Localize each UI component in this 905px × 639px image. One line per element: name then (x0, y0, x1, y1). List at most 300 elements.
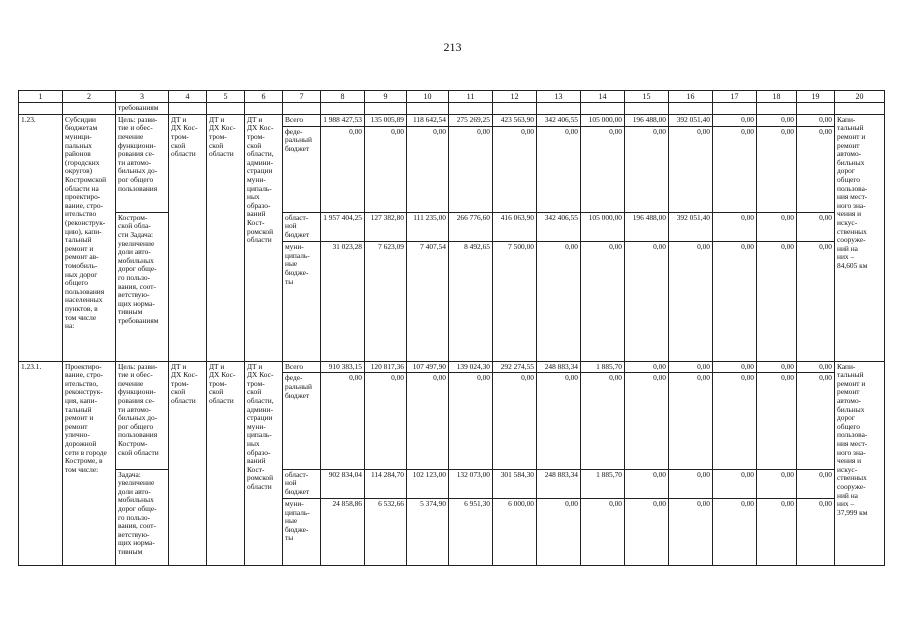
text-line: го пользо- (118, 513, 151, 522)
text-line: дорог (837, 167, 855, 176)
value-cell: 111 235,00 (407, 212, 449, 241)
text-line: автомо- (837, 150, 862, 159)
text-line: функциони- (118, 141, 156, 150)
text-line: щих норма- (118, 299, 155, 308)
column-header-19: 19 (797, 91, 835, 103)
value-cell: 0,00 (581, 242, 625, 362)
text-line: на: (65, 322, 75, 331)
text-line: области (247, 236, 272, 245)
text-line: Костром- (118, 440, 148, 449)
value-cell: 1 957 404,25 (321, 212, 365, 241)
text-line: ромской (247, 227, 274, 236)
text-line: ской обла- (118, 222, 151, 231)
text-line: сооруже- (837, 236, 866, 245)
text-line: тальный (65, 405, 92, 414)
text-line: бюджетам (65, 124, 98, 133)
value-cell: 114 284,70 (365, 469, 407, 498)
text-line: общего (837, 176, 860, 185)
text-line: ветствую- (118, 291, 150, 300)
column-header-4: 4 (169, 91, 207, 103)
text-line: вание, стро- (65, 371, 104, 380)
text-line: чения и (837, 210, 862, 219)
value-cell: 127 382,80 (365, 212, 407, 241)
value-cell: 107 497,90 (407, 361, 449, 373)
value-cell: 120 817,36 (365, 361, 407, 373)
value-cell: 0,00 (797, 212, 835, 241)
value-cell: 0,00 (493, 126, 537, 212)
column-header-8: 8 (321, 91, 365, 103)
text-line: ты (285, 277, 294, 286)
value-cell: 0,00 (321, 373, 365, 469)
empty-cell (835, 103, 885, 115)
text-line: пальных (65, 141, 92, 150)
task-text (116, 212, 169, 361)
text-line: ромской (247, 474, 274, 483)
budget-table (18, 90, 885, 566)
goal-text (116, 114, 169, 212)
value-cell: 342 406,55 (537, 114, 581, 126)
value-cell: 118 642,54 (407, 114, 449, 126)
text-line: увеличение (118, 239, 155, 248)
text-line: бильных до- (118, 414, 158, 423)
text-line: тром- (247, 133, 265, 142)
text-line: искус- (837, 465, 858, 474)
value-cell: 31 023,28 (321, 242, 365, 362)
text-line: ного зна- (837, 201, 866, 210)
source-federal (283, 373, 321, 469)
text-line: улично- (65, 431, 90, 440)
text-line: ремонт и (837, 133, 866, 142)
text-line: страции (247, 167, 273, 176)
text-line: рог общего (118, 422, 154, 431)
text-line: рования се- (118, 397, 155, 406)
text-line: Проектиро- (65, 362, 102, 371)
block1-regional-row (19, 212, 885, 241)
value-cell: 0,00 (449, 126, 493, 212)
text-line: бюджет (285, 144, 310, 153)
text-line: 37,999 км (837, 508, 868, 517)
task-text (116, 469, 169, 565)
executor-exec4 (169, 361, 207, 565)
text-line: тром- (209, 379, 227, 388)
text-line: феде- (285, 127, 303, 136)
text-line: ральный (285, 136, 312, 145)
text-line: Задача: (118, 470, 141, 479)
block2-total-row (19, 361, 885, 373)
value-cell: 0,00 (537, 126, 581, 212)
value-cell: 6 000,00 (493, 499, 537, 566)
goal-text (116, 361, 169, 469)
text-line: ремонт (837, 388, 860, 397)
empty-cell (493, 103, 537, 115)
empty-cell (537, 103, 581, 115)
text-line: области (171, 150, 196, 159)
source-municipal (283, 242, 321, 362)
value-cell: 7 623,09 (365, 242, 407, 362)
value-cell: 0,00 (625, 373, 669, 469)
text-line: пользова- (837, 431, 868, 440)
text-line: ветствую- (118, 530, 150, 539)
text-line: рог общего (118, 176, 154, 185)
text-line: вание, стро- (65, 201, 104, 210)
text-line: ные (285, 517, 298, 526)
value-cell: 0,00 (757, 469, 797, 498)
text-line: ципаль- (285, 508, 310, 517)
text-line: области (209, 150, 234, 159)
text-line: рования се- (118, 150, 155, 159)
column-header-18: 18 (757, 91, 797, 103)
value-cell: 0,00 (625, 361, 669, 373)
value-cell: 0,00 (797, 361, 835, 373)
value-cell: 423 563,90 (493, 114, 537, 126)
text-line: вания, соот- (118, 282, 156, 291)
value-cell: 7 500,00 (493, 242, 537, 362)
text-line: 84,605 км (837, 261, 868, 270)
text-line: сооруже- (837, 483, 866, 491)
text-line: ской (209, 141, 224, 150)
value-cell: 0,00 (797, 242, 835, 362)
text-line: Цель: разви- (118, 115, 158, 124)
text-line: ДХ Кос- (209, 371, 236, 380)
text-line: цию), капи- (65, 227, 102, 236)
text-line: бюджет (285, 230, 310, 239)
measure-name (63, 114, 116, 361)
text-line: ской (209, 388, 224, 397)
text-line: них – (837, 500, 855, 509)
executor-exec4 (169, 114, 207, 361)
text-line: пользования (65, 287, 105, 296)
empty-cell (245, 103, 283, 115)
continuation-row (19, 103, 885, 115)
table-body (19, 91, 885, 566)
value-cell: 392 051,40 (669, 212, 713, 241)
measure-name (63, 361, 116, 565)
text-line: ДХ Кос- (209, 124, 236, 133)
text-line: ний на (837, 491, 858, 500)
text-line: ний на (837, 244, 858, 253)
value-cell: 0,00 (449, 373, 493, 469)
column-header-2: 2 (63, 91, 116, 103)
text-line: тивным (118, 548, 143, 557)
text-line: щих норма- (118, 539, 155, 548)
column-header-9: 9 (365, 91, 407, 103)
value-cell: 0,00 (757, 126, 797, 212)
empty-cell (283, 103, 321, 115)
text-line: дорог (837, 414, 855, 423)
empty-cell (19, 103, 63, 115)
text-line: ремонт и (837, 379, 866, 388)
column-header-20: 20 (835, 91, 885, 103)
block1-total-row (19, 114, 885, 126)
text-line: бюдже- (285, 268, 309, 277)
value-cell: 1 885,70 (581, 361, 625, 373)
text-line: ты (285, 534, 294, 543)
text-line: области (171, 397, 196, 406)
text-line: ДХ Кос- (171, 124, 198, 133)
continued-label: требованиям (116, 103, 169, 115)
value-cell: 0,00 (407, 373, 449, 469)
page-number: 213 (443, 40, 462, 54)
column-header-6: 6 (245, 91, 283, 103)
text-line: вания, соот- (118, 522, 156, 531)
value-cell: 0,00 (581, 126, 625, 212)
value-cell: 132 073,00 (449, 469, 493, 498)
column-header-16: 16 (669, 91, 713, 103)
value-cell: 292 274,55 (493, 361, 537, 373)
text-line: ти автомо- (118, 158, 152, 167)
value-cell: 0,00 (757, 212, 797, 241)
value-cell: 0,00 (797, 499, 835, 566)
source-regional (283, 212, 321, 241)
empty-cell (63, 103, 116, 115)
text-line: проектиро- (65, 193, 101, 202)
value-cell: 139 024,30 (449, 361, 493, 373)
text-line: округов) (65, 167, 93, 176)
text-line: области, (247, 150, 274, 159)
text-line: дорог обще- (118, 505, 157, 514)
text-line: ваний (247, 210, 266, 219)
text-line: бюджет (285, 391, 310, 400)
text-line: ных (247, 440, 260, 449)
text-line: искус- (837, 219, 858, 228)
value-cell: 0,00 (757, 242, 797, 362)
value-cell: 0,00 (757, 361, 797, 373)
text-line: тром- (171, 379, 189, 388)
text-line: ДХ Кос- (247, 371, 274, 380)
value-cell: 0,00 (669, 361, 713, 373)
text-line: тие и обес- (118, 371, 153, 380)
text-line: образо- (247, 201, 271, 210)
text-line: тивным (118, 308, 143, 317)
text-line: бильных (837, 405, 865, 414)
text-line: ской (247, 388, 262, 397)
value-cell: 0,00 (321, 126, 365, 212)
text-line: сети в городе (65, 448, 107, 457)
value-cell: 0,00 (625, 469, 669, 498)
text-line: муни- (285, 243, 304, 252)
value-cell: 102 123,00 (407, 469, 449, 498)
column-header-13: 13 (537, 91, 581, 103)
value-cell: 0,00 (625, 499, 669, 566)
text-line: ремонт и (65, 244, 94, 253)
row-number: 1.23.1. (19, 361, 63, 565)
text-line: районов (65, 150, 91, 159)
column-header-5: 5 (207, 91, 245, 103)
text-line: увеличение (118, 479, 155, 488)
result-text (835, 361, 885, 565)
text-line: тром- (171, 133, 189, 142)
column-header-1: 1 (19, 91, 63, 103)
text-line: сти Задача: (118, 230, 154, 239)
text-line: ральный (285, 383, 312, 392)
value-cell: 0,00 (713, 361, 757, 373)
empty-cell (407, 103, 449, 115)
value-cell: 196 488,00 (625, 212, 669, 241)
text-line: ДХ Кос- (171, 371, 198, 380)
text-line: ция, капи- (65, 397, 98, 406)
column-header-7: 7 (283, 91, 321, 103)
text-line: ственных (837, 227, 867, 236)
text-line: ной (285, 479, 297, 488)
text-line: ственных (837, 474, 867, 483)
value-cell: 0,00 (757, 499, 797, 566)
text-line: ДТ и (171, 362, 187, 371)
text-line: дорог обще- (118, 265, 157, 274)
text-line: админи- (247, 405, 274, 414)
value-cell: 0,00 (365, 126, 407, 212)
text-line: муници- (65, 133, 92, 142)
value-cell: 0,00 (537, 242, 581, 362)
text-line: Цель: разви- (118, 362, 158, 371)
text-line: ваний (247, 457, 266, 466)
text-line: тром- (209, 133, 227, 142)
text-line: области (209, 397, 234, 406)
text-line: Кост- (247, 465, 265, 474)
empty-cell (669, 103, 713, 115)
text-line: ти автомо- (118, 405, 152, 414)
empty-cell (449, 103, 493, 115)
text-line: ремонт ав- (65, 253, 99, 262)
text-line: функциони- (118, 388, 156, 397)
empty-cell (757, 103, 797, 115)
value-cell: 0,00 (797, 114, 835, 126)
value-cell: 248 883,34 (537, 361, 581, 373)
text-line: муни- (247, 422, 266, 431)
block2-regional-row (19, 469, 885, 498)
column-header-3: 3 (116, 91, 169, 103)
text-line: общего (837, 422, 860, 431)
column-header-15: 15 (625, 91, 669, 103)
value-cell: 0,00 (581, 499, 625, 566)
text-line: пунктов, в (65, 304, 98, 313)
text-line: тальный (837, 124, 864, 133)
text-line: ДХ Кос- (247, 124, 274, 133)
text-line: ДТ и (247, 362, 263, 371)
empty-cell (797, 103, 835, 115)
text-line: Костром- (118, 213, 148, 222)
column-header-14: 14 (581, 91, 625, 103)
text-line: том числе (65, 313, 97, 322)
text-line: ные (285, 260, 298, 269)
text-line: ительство (65, 210, 97, 219)
executor-exec5 (207, 361, 245, 565)
value-cell: 5 374,90 (407, 499, 449, 566)
value-cell: 0,00 (713, 242, 757, 362)
value-cell: 105 000,00 (581, 114, 625, 126)
text-line: реконструк- (65, 388, 103, 397)
text-line: пользования (118, 431, 158, 440)
source-total: Всего (283, 114, 321, 126)
text-line: томобиль- (65, 261, 98, 270)
value-cell: 0,00 (669, 126, 713, 212)
text-line: них – (837, 253, 855, 262)
text-line: ремонт (837, 141, 860, 150)
value-cell: 902 834,04 (321, 469, 365, 498)
text-line: ительство, (65, 379, 99, 388)
value-cell: 342 406,55 (537, 212, 581, 241)
value-cell: 0,00 (407, 126, 449, 212)
text-line: ципаль- (247, 184, 272, 193)
text-line: требованиям (118, 316, 159, 325)
column-header-12: 12 (493, 91, 537, 103)
value-cell: 105 000,00 (581, 212, 625, 241)
text-line: бильных до- (118, 167, 158, 176)
empty-cell (625, 103, 669, 115)
value-cell: 0,00 (625, 126, 669, 212)
value-cell: 0,00 (797, 373, 835, 469)
value-cell: 0,00 (797, 469, 835, 498)
value-cell: 0,00 (365, 373, 407, 469)
value-cell: 266 776,60 (449, 212, 493, 241)
source-municipal (283, 499, 321, 566)
value-cell: 1 988 427,53 (321, 114, 365, 126)
value-cell: 0,00 (797, 126, 835, 212)
value-cell: 24 858,86 (321, 499, 365, 566)
text-line: ципаль- (285, 251, 310, 260)
value-cell: 196 488,00 (625, 114, 669, 126)
text-line: (городских (65, 158, 100, 167)
text-line: ния мест- (837, 440, 868, 449)
value-cell: 0,00 (713, 469, 757, 498)
text-line: печение (118, 379, 144, 388)
text-line: Костромской (65, 176, 107, 185)
value-cell: 248 883,34 (537, 469, 581, 498)
text-line: ской (247, 141, 262, 150)
text-line: ных дорог (65, 270, 98, 279)
text-line: ного зна- (837, 448, 866, 457)
text-line: ской области (118, 448, 159, 457)
empty-cell (169, 103, 207, 115)
text-line: пользова- (837, 184, 868, 193)
text-line: том числе: (65, 465, 99, 474)
text-line: ремонт и (65, 414, 94, 423)
value-cell: 301 584,30 (493, 469, 537, 498)
value-cell: 6 532,66 (365, 499, 407, 566)
column-header-10: 10 (407, 91, 449, 103)
text-line: Капи- (837, 115, 856, 124)
text-line: ных (247, 193, 260, 202)
value-cell: 392 051,40 (669, 114, 713, 126)
value-cell: 0,00 (713, 212, 757, 241)
value-cell: 0,00 (713, 114, 757, 126)
text-line: бюджет (285, 487, 310, 496)
value-cell: 0,00 (581, 373, 625, 469)
value-cell: 910 383,15 (321, 361, 365, 373)
text-line: печение (118, 133, 144, 142)
text-line: автомо- (837, 397, 862, 406)
value-cell: 0,00 (757, 114, 797, 126)
empty-cell (207, 103, 245, 115)
column-header-17: 17 (713, 91, 757, 103)
value-cell: 0,00 (669, 469, 713, 498)
value-cell: 0,00 (669, 242, 713, 362)
text-line: Костроме, в (65, 457, 103, 466)
value-cell: 0,00 (713, 373, 757, 469)
value-cell: 1 885,70 (581, 469, 625, 498)
text-line: общего (65, 279, 88, 288)
text-line: област- (285, 470, 309, 479)
text-line: области, (247, 397, 274, 406)
source-total: Всего (283, 361, 321, 373)
value-cell: 8 492,65 (449, 242, 493, 362)
text-line: ДТ и (171, 115, 187, 124)
header-row (19, 91, 885, 103)
column-header-11: 11 (449, 91, 493, 103)
text-line: ДТ и (209, 115, 225, 124)
value-cell: 0,00 (669, 499, 713, 566)
text-line: доли авто- (118, 487, 151, 496)
text-line: ремонт (65, 422, 88, 431)
